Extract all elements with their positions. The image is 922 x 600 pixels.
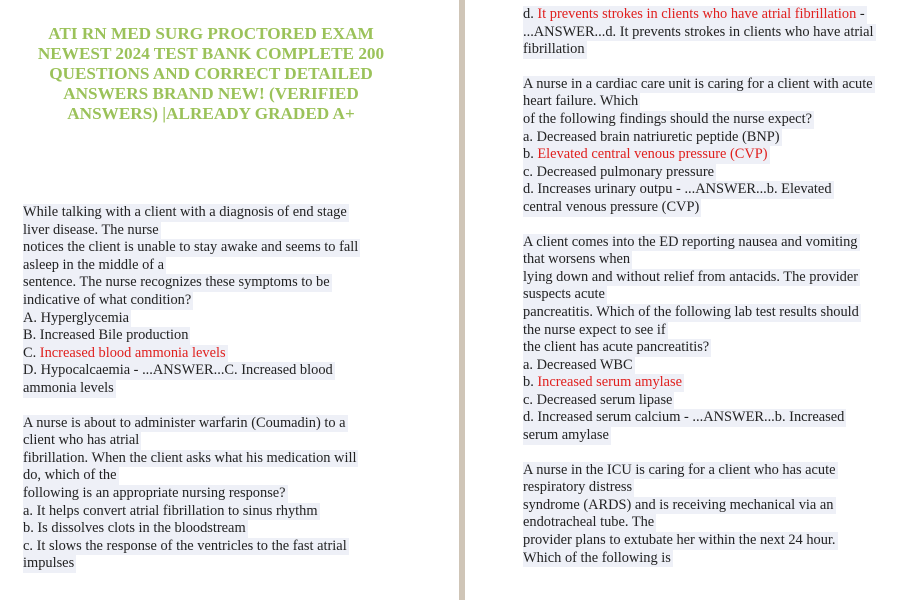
option-a: A. Hyperglycemia: [23, 309, 130, 326]
text-line: Which of the following is: [523, 549, 671, 566]
correct-answer-highlight: Increased serum amylase: [537, 374, 683, 391]
option-prefix: d.: [523, 6, 538, 22]
text-line: A nurse in a cardiac care unit is caring for a client with acute: [523, 75, 873, 92]
left-page: [0, 0, 459, 600]
option-prefix: b.: [523, 374, 538, 391]
text-line: suspects acute: [523, 286, 605, 303]
text-line: pancreatitis. Which of the following lab test results should: [523, 303, 859, 320]
text-line: sentence. The nurse recognizes these symptoms to be: [23, 274, 330, 291]
option-d: [523, 6, 867, 24]
text-line: respiratory distress: [523, 479, 633, 496]
question-block: [523, 6, 908, 567]
text-line: A nurse is about to administer warfarin (Coumadin) to a: [23, 414, 346, 431]
text-line: indicative of what condition?: [23, 291, 192, 308]
option-a: a. It helps convert atrial fibrillation to sinus rhythm: [23, 502, 318, 519]
option-b: b. Is dissolves clots in the bloodstream: [23, 520, 246, 537]
text-line: liver disease. The nurse: [23, 221, 159, 238]
option-a: a. Decreased WBC: [523, 356, 633, 373]
text-line: asleep in the middle of a: [23, 256, 165, 273]
question-block: [23, 204, 403, 573]
text-line: that worsens when: [523, 251, 631, 268]
text-line: do, which of the: [23, 467, 117, 484]
document-title: [26, 24, 396, 124]
right-page: [465, 0, 922, 600]
correct-answer-highlight: It prevents strokes in clients who have atrial fibrillation: [537, 6, 857, 22]
answer-line: central venous pressure (CVP): [523, 198, 700, 215]
text-line: fibrillation. When the client asks what his medication will: [23, 449, 357, 466]
text-line: endotracheal tube. The: [523, 514, 655, 531]
option-suffix: -: [856, 6, 865, 22]
text-line: notices the client is unable to stay awake and seems to fall: [23, 239, 359, 256]
text-line: While talking with a client with a diagnosis of end stage: [23, 204, 347, 220]
option-c: c. Decreased pulmonary pressure: [523, 163, 714, 180]
text-line: A nurse in the ICU is caring for a client who has acute: [523, 461, 836, 478]
title-line: QUESTIONS AND CORRECT DETAILED: [49, 64, 373, 83]
text-line: A client comes into the ED reporting nausea and vomiting: [523, 233, 858, 250]
answer-line: ...ANSWER...d. It prevents strokes in clients who have atrial: [523, 23, 874, 40]
option-prefix: C.: [23, 344, 40, 361]
answer-line: serum amylase: [523, 427, 609, 444]
title-line: ANSWERS) |ALREADY GRADED A+: [67, 104, 355, 123]
text-line: the client has acute pancreatitis?: [523, 339, 710, 356]
answer-line: ammonia levels: [23, 379, 114, 396]
text-line: heart failure. Which: [523, 93, 639, 110]
option-c: [23, 345, 228, 363]
text-line: client who has atrial: [23, 432, 140, 449]
option-c: c. It slows the response of the ventricles to the fast atrial: [23, 537, 347, 554]
title-line: ATI RN MED SURG PROCTORED EXAM: [48, 24, 374, 43]
title-line: ANSWERS BRAND NEW! (VERIFIED: [63, 84, 359, 103]
title-line: NEWEST 2024 TEST BANK COMPLETE 200: [37, 44, 385, 63]
text-line: provider plans to extubate her within the next 24 hour.: [523, 532, 836, 549]
option-b: B. Increased Bile production: [23, 327, 189, 344]
option-d: d. Increases urinary outpu - ...ANSWER...b. Elevated: [523, 181, 832, 198]
correct-answer-highlight: Elevated central venous pressure (CVP): [537, 146, 768, 163]
text-line: following is an appropriate nursing response?: [23, 484, 286, 501]
correct-answer-highlight: Increased blood ammonia levels: [39, 344, 226, 361]
option-d: D. Hypocalcaemia - ...ANSWER...C. Increased blood: [23, 362, 333, 379]
option-a: a. Decreased brain natriuretic peptide (BNP): [523, 128, 780, 145]
text-line: lying down and without relief from antacids. The provider: [523, 268, 859, 285]
option-prefix: b.: [523, 146, 538, 163]
answer-line: fibrillation: [523, 41, 585, 58]
text-line: of the following findings should the nurse expect?: [523, 110, 812, 127]
text-line: impulses: [23, 555, 75, 572]
option-b: [523, 374, 684, 392]
option-c: c. Decreased serum lipase: [523, 391, 673, 408]
text-line: the nurse expect to see if: [523, 321, 666, 338]
option-d: d. Increased serum calcium - ...ANSWER...b. Increased: [523, 409, 845, 426]
option-b: [523, 146, 770, 164]
text-line: syndrome (ARDS) and is receiving mechanical via an: [523, 496, 834, 513]
